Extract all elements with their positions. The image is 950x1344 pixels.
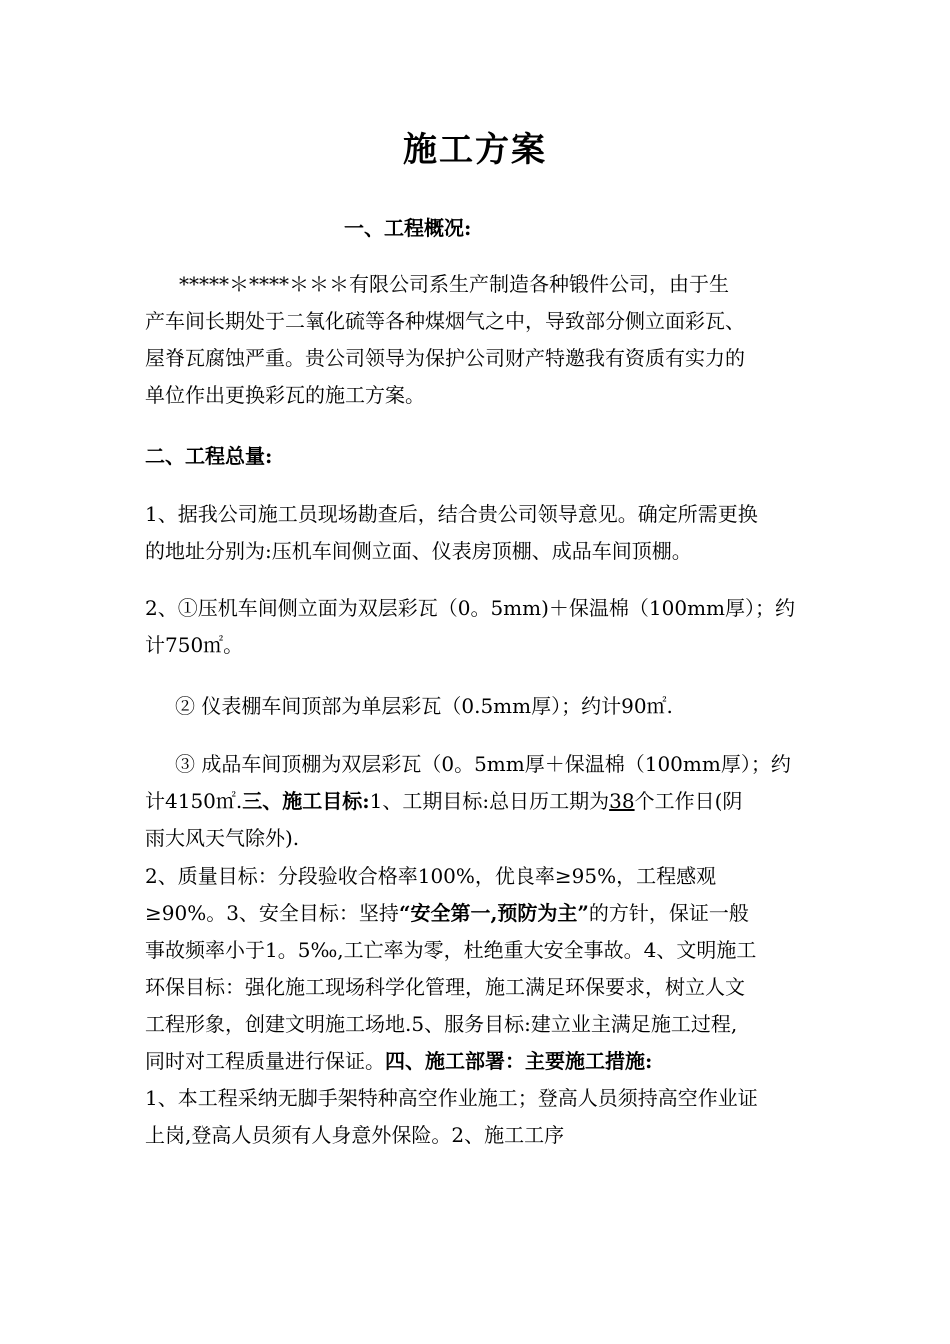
- safety-goal-text-end: 的方针，保证一般: [588, 901, 749, 925]
- safety-goal-text: ≥90%。3、安全目标：坚持: [145, 901, 399, 925]
- paragraph-line: 计750㎡。: [145, 633, 244, 657]
- paragraph-line: ③ 成品车间顶棚为双层彩瓦（0。5mm厚＋保温棉（100mm厚）；约: [175, 752, 791, 776]
- paragraph-line: 的地址分别为:压机车间侧立面、仪表房顶棚、成品车间顶棚。: [145, 539, 692, 563]
- service-goal-text: 同时对工程质量进行保证。: [145, 1049, 385, 1073]
- paragraph-line: 2、①压机车间侧立面为双层彩瓦（0。5mm)＋保温棉（100mm厚）；约: [145, 596, 796, 620]
- paragraph-line: 雨大风天气除外).: [145, 826, 300, 850]
- document-title: 施工方案: [403, 130, 547, 170]
- overview-paragraph: [145, 266, 835, 414]
- paragraph-line: 产车间长期处于二氧化硫等各种煤烟气之中，导致部分侧立面彩瓦、: [145, 309, 745, 333]
- paragraph-line: 1、据我公司施工员现场勘查后，结合贵公司领导意见。确定所需更换: [145, 502, 758, 526]
- goals-paragraph: [145, 858, 835, 1154]
- section-heading-quantity: 二、工程总量:: [145, 444, 273, 468]
- section-heading-overview: 一、工程概况:: [344, 216, 472, 240]
- quantity-item-2c-and-goals: [145, 746, 835, 857]
- paragraph-line: *****＊****＊＊＊有限公司系生产制造各种锻件公司，由于生: [179, 272, 729, 296]
- paragraph-line: 1、本工程采纳无脚手架特种高空作业施工；登高人员须持高空作业证: [145, 1086, 758, 1110]
- paragraph-line: 工程形象，创建文明施工场地.5、服务目标:建立业主满足施工过程,: [145, 1012, 738, 1036]
- paragraph-line: [145, 895, 835, 932]
- paragraph-line: 事故频率小于1。5‰,工亡率为零，杜绝重大安全事故。4、文明施工: [145, 938, 757, 962]
- quantity-item-2b: [145, 688, 835, 725]
- quantity-item-2: [145, 590, 835, 664]
- paragraph-line: 环保目标：强化施工现场科学化管理，施工满足环保要求，树立人文: [145, 975, 745, 999]
- section-heading-goals: 三、施工目标:: [242, 789, 370, 813]
- section-heading-deployment: 四、施工部署：主要施工措施:: [385, 1049, 653, 1073]
- paragraph-line: ② 仪表棚车间顶部为单层彩瓦（0.5mm厚）；约计90㎡.: [175, 694, 673, 718]
- workday-count: 38: [609, 789, 635, 813]
- area-text: 计4150㎡.: [145, 789, 243, 813]
- safety-slogan: “安全第一,预防为主”: [398, 901, 589, 925]
- paragraph-line: 单位作出更换彩瓦的施工方案。: [145, 383, 425, 407]
- paragraph-line: 屋脊瓦腐蚀严重。贵公司领导为保护公司财产特邀我有资质有实力的: [145, 346, 745, 370]
- paragraph-line: 2、质量目标：分段验收合格率100%，优良率≥95%，工程感观: [145, 864, 717, 888]
- paragraph-line: [145, 1043, 835, 1080]
- schedule-goal-text-end: 个工作日(阴: [634, 789, 743, 813]
- quantity-item-1: [145, 496, 835, 570]
- schedule-goal-text: 1、工期目标:总日历工期为: [369, 789, 610, 813]
- paragraph-line: [145, 783, 835, 820]
- paragraph-line: 上岗,登高人员须有人身意外保险。2、施工工序: [145, 1123, 565, 1147]
